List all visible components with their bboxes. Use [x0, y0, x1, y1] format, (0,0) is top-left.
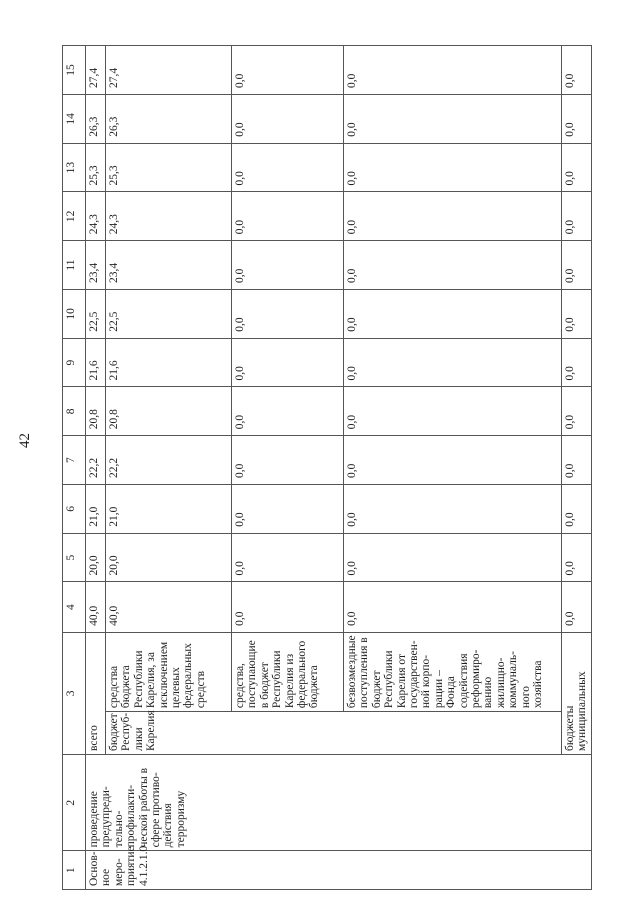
- value-cell: 22,2: [86, 436, 106, 485]
- value-cell: 25,3: [106, 143, 232, 192]
- value-cell: 0,0: [232, 533, 344, 582]
- value-cell: 0,0: [562, 533, 592, 582]
- header-cell: 4: [63, 582, 86, 632]
- value-cell: 20,0: [106, 533, 232, 582]
- value-cell: 21,0: [86, 484, 106, 533]
- value-cell: 0,0: [232, 387, 344, 436]
- page-number: 42: [17, 433, 33, 448]
- value-cell: 0,0: [232, 484, 344, 533]
- value-cell: 27,4: [86, 46, 106, 95]
- value-cell: 21,0: [106, 484, 232, 533]
- value-cell: 0,0: [562, 436, 592, 485]
- value-cell: 0,0: [344, 94, 562, 143]
- value-cell: 0,0: [344, 436, 562, 485]
- value-cell: 0,0: [232, 94, 344, 143]
- table-row: [86, 46, 106, 890]
- header-cell: 11: [63, 241, 86, 290]
- value-cell: 0,0: [562, 143, 592, 192]
- value-cell: 0,0: [232, 46, 344, 95]
- source-cell: безвозмездные поступления в бюджет Республики Карелия от государствен-ной корпо-рации – Фонда содействия реформиро-ванию жилищно-коммуналь-ного хозяйства: [344, 632, 562, 711]
- value-cell: 21,6: [106, 338, 232, 387]
- value-cell: 0,0: [344, 289, 562, 338]
- source-cell: средства бюджета Республики Карелия, за исключением целевых федеральных средств: [106, 632, 232, 711]
- value-cell: 0,0: [562, 582, 592, 632]
- value-cell: 0,0: [344, 582, 562, 632]
- value-cell: 0,0: [232, 241, 344, 290]
- value-cell: 0,0: [344, 143, 562, 192]
- header-cell: 2: [63, 754, 86, 850]
- value-cell: 20,8: [106, 387, 232, 436]
- budget-table-rotated: [62, 45, 604, 890]
- value-cell: 0,0: [344, 241, 562, 290]
- value-cell: 22,5: [106, 289, 232, 338]
- value-cell: 0,0: [232, 338, 344, 387]
- header-cell: 9: [63, 338, 86, 387]
- value-cell: 40,0: [86, 582, 106, 632]
- header-cell: 1: [63, 851, 86, 890]
- value-cell: 0,0: [344, 46, 562, 95]
- main-event-code: Основ-ное меро-приятие 4.1.2.1.0: [86, 851, 592, 890]
- value-cell: 0,0: [344, 533, 562, 582]
- header-cell: 8: [63, 387, 86, 436]
- value-cell: 23,4: [86, 241, 106, 290]
- value-cell: 0,0: [562, 46, 592, 95]
- value-cell: 24,3: [86, 192, 106, 241]
- source-cell: всего: [86, 632, 106, 754]
- value-cell: 22,5: [86, 289, 106, 338]
- value-cell: 0,0: [232, 582, 344, 632]
- header-cell: 13: [63, 143, 86, 192]
- value-cell: 0,0: [232, 436, 344, 485]
- value-cell: 24,3: [106, 192, 232, 241]
- value-cell: 25,3: [86, 143, 106, 192]
- value-cell: 27,4: [106, 46, 232, 95]
- value-cell: 40,0: [106, 582, 232, 632]
- value-cell: 0,0: [562, 387, 592, 436]
- value-cell: 22,2: [106, 436, 232, 485]
- header-cell: 15: [63, 46, 86, 95]
- value-cell: 0,0: [344, 338, 562, 387]
- value-cell: 0,0: [562, 241, 592, 290]
- value-cell: 0,0: [562, 338, 592, 387]
- header-cell: 10: [63, 289, 86, 338]
- header-cell: 12: [63, 192, 86, 241]
- value-cell: 0,0: [562, 484, 592, 533]
- value-cell: 0,0: [232, 192, 344, 241]
- value-cell: 21,6: [86, 338, 106, 387]
- source-group-cell: бюджет Респуб-лики Карелия: [106, 712, 562, 755]
- header-cell: 3: [63, 632, 86, 754]
- value-cell: 0,0: [562, 192, 592, 241]
- value-cell: 0,0: [344, 484, 562, 533]
- value-cell: 0,0: [344, 192, 562, 241]
- value-cell: 26,3: [106, 94, 232, 143]
- value-cell: 0,0: [562, 94, 592, 143]
- header-cell: 6: [63, 484, 86, 533]
- value-cell: 0,0: [232, 289, 344, 338]
- value-cell: 0,0: [562, 289, 592, 338]
- header-cell: 5: [63, 533, 86, 582]
- value-cell: 20,0: [86, 533, 106, 582]
- source-cell: средства, поступающие в бюджет Республики Карелия из федерального бюджета: [232, 632, 344, 711]
- value-cell: 20,8: [86, 387, 106, 436]
- source-cell: бюджеты муниципальных: [562, 632, 592, 754]
- value-cell: 0,0: [344, 387, 562, 436]
- budget-table: [62, 45, 592, 890]
- header-cell: 14: [63, 94, 86, 143]
- value-cell: 0,0: [232, 143, 344, 192]
- header-row: [63, 46, 86, 890]
- main-event-title: проведение предупреди-тельно-профилакти-ческой работы в сфере противо-действия терроризму: [86, 754, 592, 850]
- header-cell: 7: [63, 436, 86, 485]
- value-cell: 26,3: [86, 94, 106, 143]
- value-cell: 23,4: [106, 241, 232, 290]
